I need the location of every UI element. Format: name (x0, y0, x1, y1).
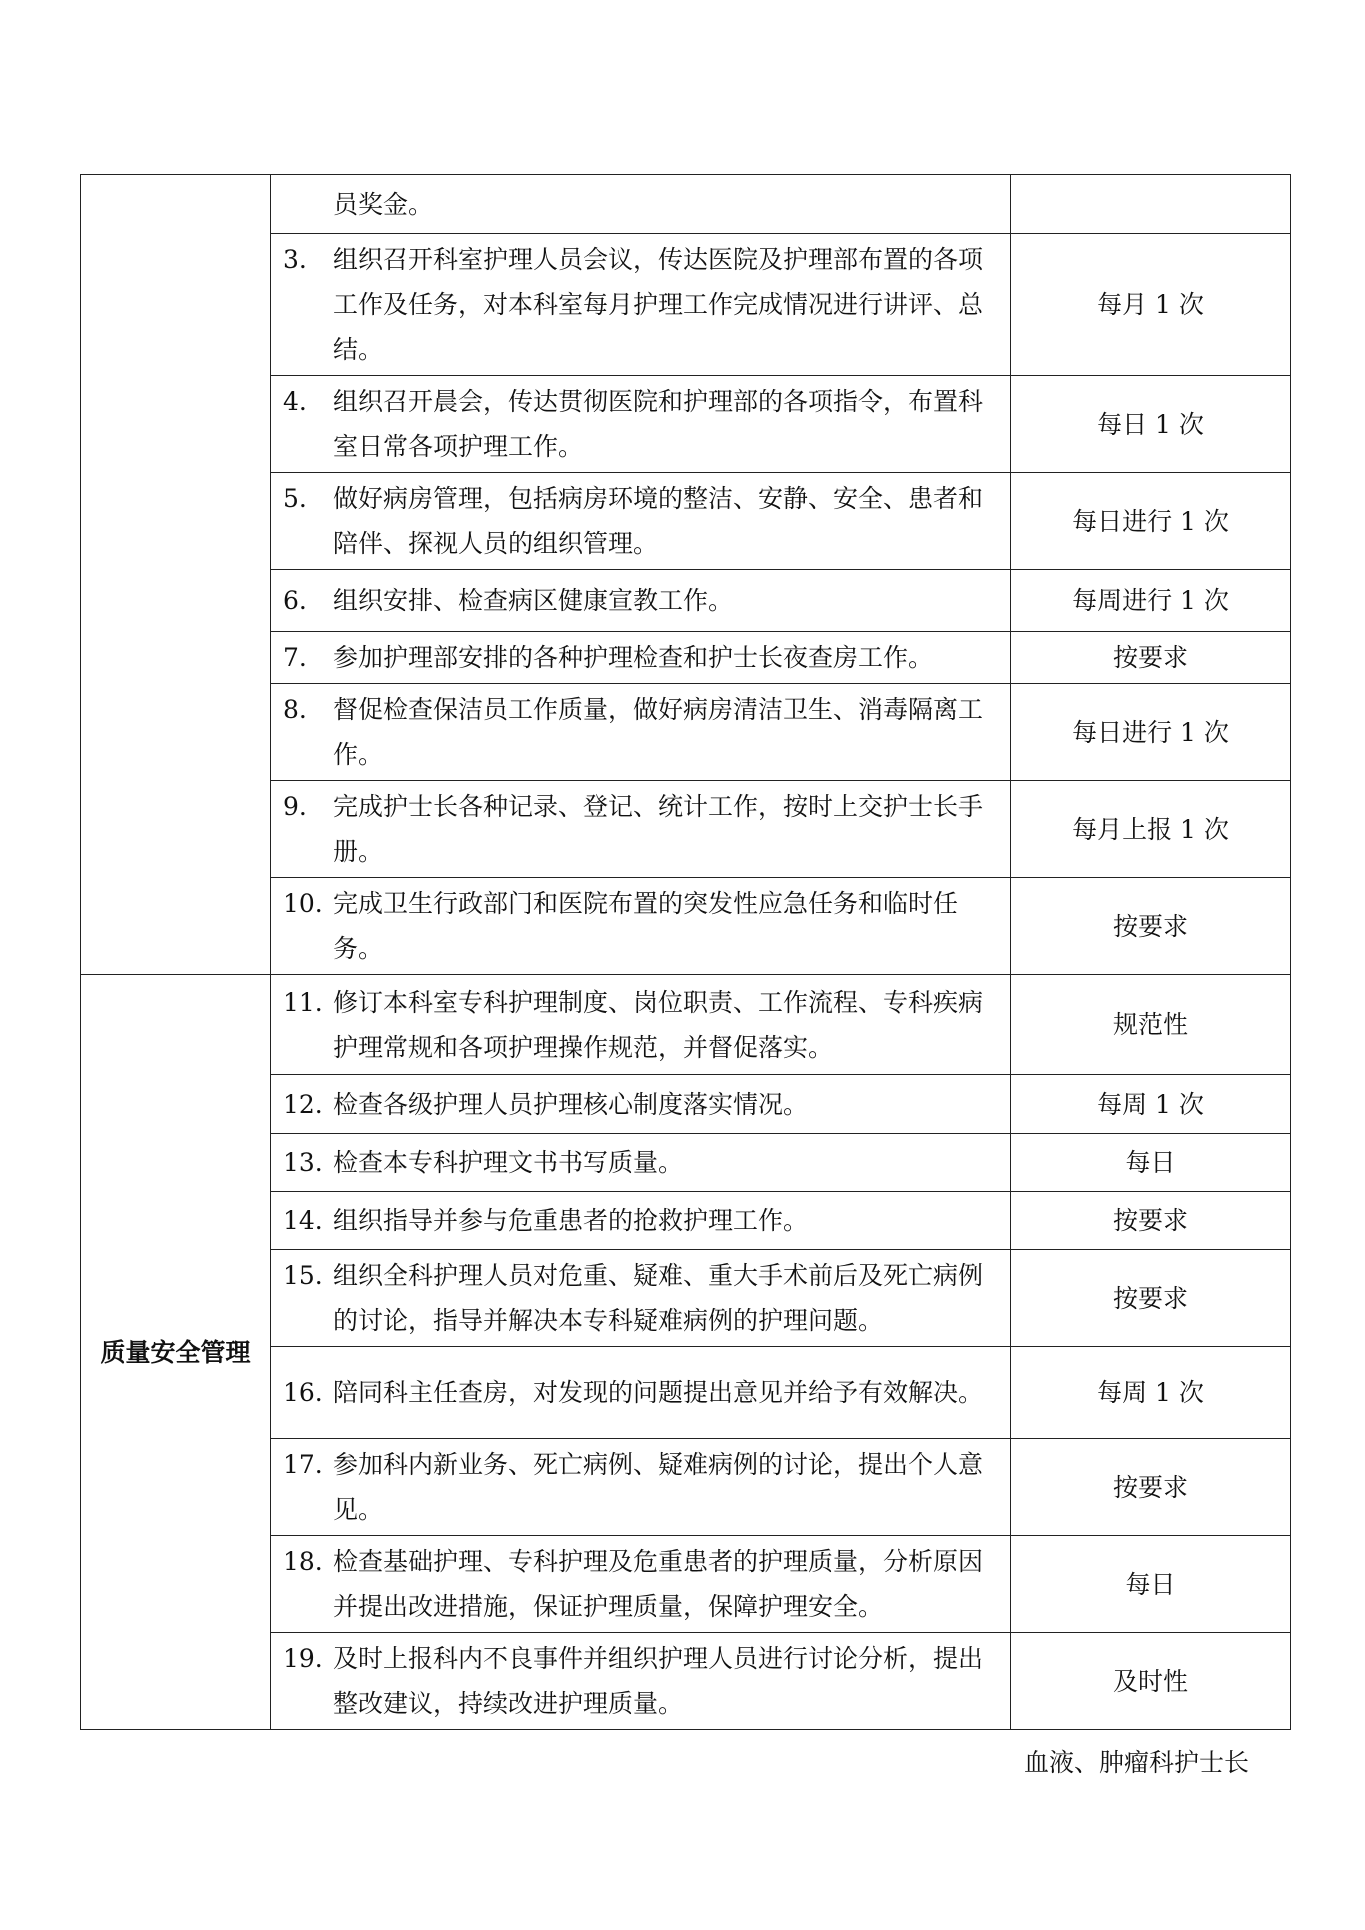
item-cell (271, 1536, 1011, 1633)
frequency-cell: 按要求 (1011, 632, 1291, 684)
frequency-cell: 每日进行 1 次 (1011, 684, 1291, 781)
category-cell (81, 175, 271, 975)
item-cell (271, 175, 1011, 234)
frequency-cell: 按要求 (1011, 878, 1291, 975)
item-text: 组织全科护理人员对危重、疑难、重大手术前后及死亡病例的讨论，指导并解决本专科疑难病例的护理问题。 (333, 1261, 984, 1335)
item-text: 检查各级护理人员护理核心制度落实情况。 (333, 1089, 809, 1119)
item-cell (271, 570, 1011, 632)
frequency-cell: 每日 (1011, 1134, 1291, 1192)
item-number: 17. (283, 1450, 323, 1479)
item-text: 完成护士长各种记录、登记、统计工作，按时上交护士长手册。 (333, 792, 984, 866)
category-label: 质量安全管理 (100, 1337, 251, 1367)
item-cell (271, 684, 1011, 781)
frequency-cell: 规范性 (1011, 975, 1291, 1075)
frequency-cell: 每周 1 次 (1011, 1075, 1291, 1134)
item-cell (271, 1075, 1011, 1134)
frequency-cell: 每月上报 1 次 (1011, 781, 1291, 878)
frequency-cell: 每日 (1011, 1536, 1291, 1633)
item-text: 参加科内新业务、死亡病例、疑难病例的讨论，提出个人意见。 (333, 1450, 984, 1524)
item-number: 18. (283, 1547, 323, 1576)
item-cell (271, 1192, 1011, 1250)
item-number: 4. (283, 387, 307, 416)
item-number: 11. (283, 987, 323, 1017)
item-number: 5. (283, 484, 307, 513)
item-cell (271, 1347, 1011, 1439)
duty-table (80, 174, 1291, 1730)
item-number: 9. (283, 792, 307, 821)
item-cell (271, 781, 1011, 878)
item-text: 督促检查保洁员工作质量，做好病房清洁卫生、消毒隔离工作。 (333, 695, 984, 769)
item-cell (271, 975, 1011, 1075)
item-text: 做好病房管理，包括病房环境的整洁、安静、安全、患者和陪伴、探视人员的组织管理。 (333, 484, 984, 558)
frequency-cell: 每日进行 1 次 (1011, 473, 1291, 570)
item-number: 8. (283, 695, 307, 724)
item-cell (271, 632, 1011, 684)
frequency-cell: 每周进行 1 次 (1011, 570, 1291, 632)
frequency-cell: 每周 1 次 (1011, 1347, 1291, 1439)
item-text: 完成卫生行政部门和医院布置的突发性应急任务和临时任务。 (333, 889, 959, 963)
item-text: 组织召开晨会，传达贯彻医院和护理部的各项指令，布置科室日常各项护理工作。 (333, 387, 984, 461)
item-text: 检查基础护理、专科护理及危重患者的护理质量，分析原因并提出改进措施，保证护理质量，保障护理安全。 (333, 1547, 984, 1621)
frequency-cell: 每日 1 次 (1011, 376, 1291, 473)
frequency-cell: 按要求 (1011, 1192, 1291, 1250)
item-cell (271, 1250, 1011, 1347)
frequency-cell (1011, 175, 1291, 234)
duty-table-body (81, 175, 1291, 1730)
table-row (81, 975, 1291, 1075)
item-number: 12. (283, 1089, 323, 1119)
item-number: 7. (283, 643, 307, 672)
frequency-cell: 按要求 (1011, 1250, 1291, 1347)
item-text: 及时上报科内不良事件并组织护理人员进行讨论分析，提出整改建议，持续改进护理质量。 (333, 1644, 984, 1718)
category-cell (81, 975, 271, 1730)
frequency-cell: 及时性 (1011, 1633, 1291, 1730)
item-number: 13. (283, 1148, 323, 1177)
item-number: 14. (283, 1206, 323, 1235)
item-cell (271, 376, 1011, 473)
item-number: 16. (283, 1378, 323, 1407)
item-cell (271, 234, 1011, 376)
item-cell (271, 1633, 1011, 1730)
item-text: 修订本科室专科护理制度、岗位职责、工作流程、专科疾病护理常规和各项护理操作规范，并督促落实。 (333, 987, 984, 1062)
frequency-cell: 每月 1 次 (1011, 234, 1291, 376)
item-number: 6. (283, 586, 307, 615)
item-text: 组织安排、检查病区健康宣教工作。 (333, 586, 734, 615)
item-number: 15. (283, 1261, 323, 1290)
frequency-cell: 按要求 (1011, 1439, 1291, 1536)
item-text: 陪同科主任查房，对发现的问题提出意见并给予有效解决。 (333, 1378, 984, 1407)
item-text: 检查本专科护理文书书写质量。 (333, 1148, 684, 1177)
item-cell (271, 1134, 1011, 1192)
item-number: 19. (283, 1644, 323, 1673)
footer-signature: 血液、肿瘤科护士长 (1023, 1748, 1249, 1777)
table-row (81, 175, 1291, 234)
item-text: 组织指导并参与危重患者的抢救护理工作。 (333, 1206, 809, 1235)
item-cell (271, 473, 1011, 570)
item-text: 组织召开科室护理人员会议，传达医院及护理部布置的各项工作及任务，对本科室每月护理工作完成情况进行讲评、总结。 (333, 245, 984, 364)
item-text: 参加护理部安排的各种护理检查和护士长夜查房工作。 (333, 643, 934, 672)
item-number: 10. (283, 889, 323, 918)
item-cell (271, 1439, 1011, 1536)
item-cell (271, 878, 1011, 975)
item-text: 员奖金。 (333, 189, 434, 219)
item-number: 3. (283, 245, 307, 274)
